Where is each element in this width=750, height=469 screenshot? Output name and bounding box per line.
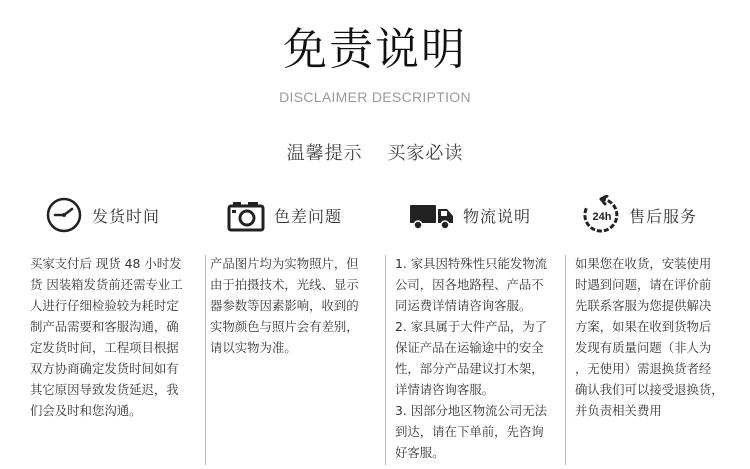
section-header (44, 190, 160, 240)
divider (565, 255, 566, 465)
notice-line (0, 139, 750, 165)
section-text: 产品图片均为实物照片，但 由于拍摄技术，光线、显示 器参数等因素影响，收到的 实物颜色与照片会有差别， 请以实物为准。 (210, 256, 359, 355)
page-subtitle: DISCLAIMER DESCRIPTION (279, 89, 471, 105)
camera-icon (226, 195, 266, 235)
truck-icon (409, 195, 455, 235)
section-text: 买家支付后 现货 48 小时发 货 因装箱发货前还需专业工 人进行仔细检验较为耗时定 制产品需要和客服沟通，确 定发货时间，工程项目根据 双方协商确定发货时间如有 其它原因导致发货延迟，我 们会及时和您沟通。 (30, 256, 183, 418)
notice-tips: 温馨提示 (286, 143, 363, 164)
section-after-sales (575, 190, 745, 469)
page-title: 免责说明 (283, 24, 467, 75)
24h-service-icon (581, 195, 621, 235)
section-header (409, 190, 531, 240)
divider (385, 255, 386, 465)
section-header (226, 190, 342, 240)
section-text: 1. 家具因特殊性只能发物流 公司，因各地路程、产品不 同运费详情请咨询客服。 2. 家具属于大件产品，为了 保证产品在运输途中的安全 性，部分产品建议打木架， 详情请咨询客服。 3. 因部分地区物流公司无法 到达，请在下单前，先咨询 好客服。 (395, 256, 548, 460)
section-title: 色差问题 (274, 206, 343, 226)
section-title: 物流说明 (463, 206, 532, 226)
icon-text: 24h (592, 211, 612, 223)
section-color-difference (210, 190, 380, 469)
section-logistics (395, 190, 565, 469)
section-shipping-time (30, 190, 200, 469)
section-header (581, 190, 697, 240)
divider (205, 255, 206, 465)
section-title: 售后服务 (629, 206, 698, 226)
clock-icon (44, 195, 84, 235)
notice-must-read: 买家必读 (387, 143, 464, 164)
section-title: 发货时间 (92, 206, 161, 226)
section-text: 如果您在收货，安装使用 时遇到问题，请在评价前 先联系客服为您提供解决 方案，如果在收到货物后 发现有质量问题（非人为 ，无使用）需退换货者经 确认我们可以接受退换货， 并负责相关费用 (575, 256, 724, 418)
